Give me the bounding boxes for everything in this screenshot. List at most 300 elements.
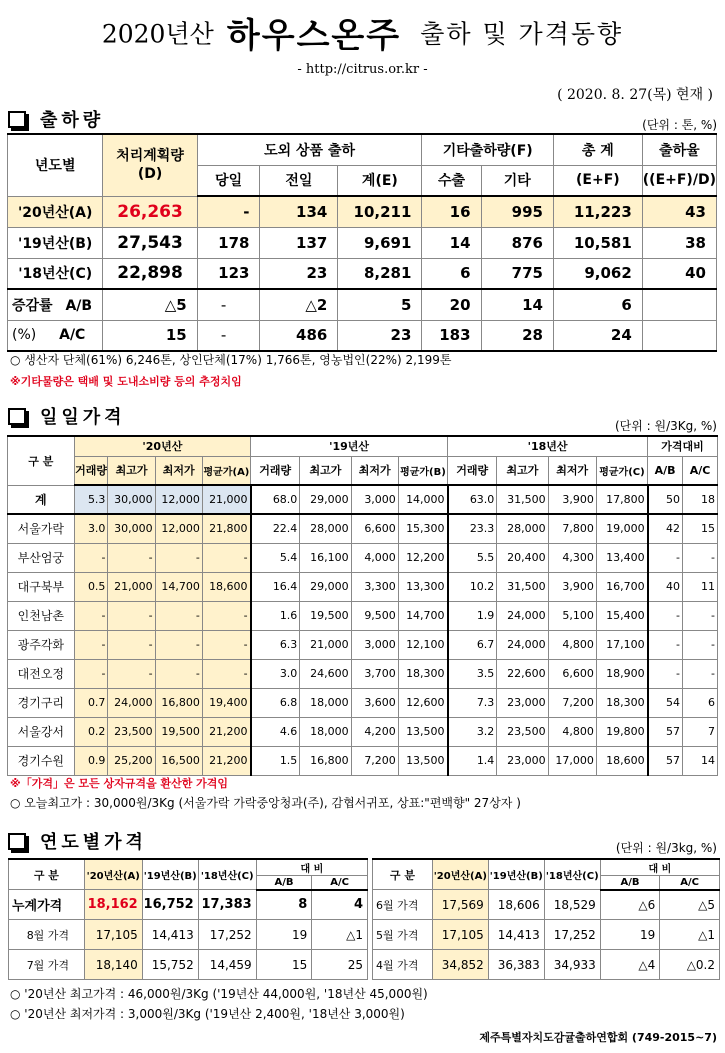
price-cell: 13,500 [398, 717, 447, 746]
header-compare: 대 비 [256, 859, 367, 876]
plan-value: 26,263 [103, 196, 197, 227]
price-cell: 18 [683, 485, 718, 514]
price-cell: 30,000 [108, 514, 155, 543]
header-gubun: 구 분 [8, 436, 75, 485]
price-cell: △5 [660, 890, 720, 920]
price-cell: 40 [648, 572, 683, 601]
price-cell: 24,000 [497, 601, 548, 630]
price-cell: 57 [648, 717, 683, 746]
header-max: 최고가 [300, 456, 351, 485]
price-cell: 3,600 [351, 688, 398, 717]
header-min: 최저가 [548, 456, 596, 485]
price-cell: 17,252 [198, 920, 256, 950]
price-cell: 57 [648, 746, 683, 775]
price-cell: 6 [683, 688, 718, 717]
price-cell: 16,752 [142, 890, 198, 920]
market-name: 대전오정 [8, 659, 75, 688]
sum-value: 10,211 [338, 196, 422, 227]
header-prev: 전일 [260, 165, 338, 196]
price-cell: 29,000 [300, 485, 351, 514]
price-cell: 7 [683, 717, 718, 746]
table-row [373, 920, 720, 950]
price-cell: 3,700 [351, 659, 398, 688]
table-row [8, 543, 718, 572]
price-cell: 4,300 [548, 543, 596, 572]
today-value: - [197, 196, 260, 227]
prev-value: △2 [260, 289, 338, 320]
price-cell: 3,000 [351, 630, 398, 659]
price-cell: 1.4 [448, 746, 497, 775]
price-cell: 4,800 [548, 630, 596, 659]
export-value: 183 [422, 320, 481, 351]
min-price-note: ○ '20년산 최저가격 : 3,000원/3Kg ('19년산 2,400원, '18년산 3,000원) [10, 1007, 405, 1021]
price-cell: 12,000 [155, 485, 202, 514]
diff-ac-label: A/C [59, 327, 86, 344]
price-cell: - [648, 659, 683, 688]
price-cell: 9,500 [351, 601, 398, 630]
total-value: 9,062 [553, 258, 642, 289]
price-cell: 14,000 [398, 485, 447, 514]
yearly-price-table-right [372, 858, 720, 980]
price-cell: 14,700 [155, 572, 202, 601]
table-row [8, 717, 718, 746]
etc-value: 876 [481, 227, 553, 258]
title-year: 2020년산 [101, 19, 214, 49]
diff-label [8, 320, 103, 351]
price-cell: 17,569 [432, 890, 488, 920]
header-2020: '20년산 [74, 436, 250, 456]
period-name: 누계가격 [9, 890, 85, 920]
daily-unit: (단위 : 원/3Kg, %) [614, 419, 717, 433]
header-other: 기타출하량(F) [422, 134, 554, 165]
price-cell: 18,529 [544, 890, 600, 920]
export-value: 14 [422, 227, 481, 258]
export-value: 16 [422, 196, 481, 227]
today-value: - [197, 320, 260, 351]
yearly-section-title: 연도별가격 [40, 832, 147, 853]
price-cell: - [683, 543, 718, 572]
price-cell: 21,000 [202, 485, 250, 514]
row-label: '19년산(B) [8, 227, 103, 258]
price-cell: 21,200 [202, 746, 250, 775]
market-name: 서울강서 [8, 717, 75, 746]
header-total: 총 계 [553, 134, 642, 165]
header-2018: '18년산(C) [544, 859, 600, 890]
today-value: - [197, 289, 260, 320]
header-gubun: 구 분 [9, 859, 85, 890]
price-cell: - [155, 601, 202, 630]
price-cell: - [202, 659, 250, 688]
price-cell: 17,105 [432, 920, 488, 950]
price-cell: △0.2 [660, 950, 720, 980]
price-cell: 18,000 [300, 717, 351, 746]
price-cell: 23,000 [497, 746, 548, 775]
yearly-price-table-left [8, 858, 368, 980]
price-cell: 7.3 [448, 688, 497, 717]
price-cell: - [155, 659, 202, 688]
price-cell: 24,600 [300, 659, 351, 688]
market-name: 계 [8, 485, 75, 514]
price-cell: 36,383 [488, 950, 544, 980]
price-cell: - [74, 659, 108, 688]
price-cell: 17,383 [198, 890, 256, 920]
header-avg: 평균가(A) [202, 456, 250, 485]
header-outside: 도외 상품 출하 [197, 134, 422, 165]
market-name: 경기수원 [8, 746, 75, 775]
price-cell: - [648, 601, 683, 630]
price-cell: △6 [600, 890, 660, 920]
table-row [8, 258, 717, 289]
price-cell: 5.5 [448, 543, 497, 572]
price-cell: 0.2 [74, 717, 108, 746]
table-row [373, 950, 720, 980]
table-row [8, 227, 717, 258]
producer-note: ○ 생산자 단체(61%) 6,246톤, 상인단체(17%) 1,766톤, 영농법인(22%) 2,199톤 [10, 353, 452, 367]
price-cell: 18,900 [596, 659, 647, 688]
today-value: 178 [197, 227, 260, 258]
table-row [8, 320, 717, 351]
period-name: 5월 가격 [373, 920, 433, 950]
price-cell: 10.2 [448, 572, 497, 601]
price-cell: 23.3 [448, 514, 497, 543]
price-cell: 15,300 [398, 514, 447, 543]
header-ab: A/B [256, 876, 312, 890]
today-max-note: ○ 오늘최고가 : 30,000원/3Kg (서울가락 가락중앙청과(주), 감협서귀포, 상표:"편백향" 27상자 ) [10, 796, 521, 810]
header-2020: '20년산(A) [84, 859, 142, 890]
price-cell: 20,400 [497, 543, 548, 572]
etc-value: 775 [481, 258, 553, 289]
price-cell: 18,600 [202, 572, 250, 601]
report-date: ( 2020. 8. 27(목) 현재 ) [557, 87, 713, 103]
price-cell: 4,000 [351, 543, 398, 572]
price-cell: 8 [256, 890, 312, 920]
total-value: 10,581 [553, 227, 642, 258]
price-cell: 21,200 [202, 717, 250, 746]
price-cell: 13,400 [596, 543, 647, 572]
report-title [0, 8, 725, 64]
price-cell: 15 [683, 514, 718, 543]
table-row [8, 196, 717, 227]
price-cell: 17,000 [548, 746, 596, 775]
price-cell: 14,413 [488, 920, 544, 950]
price-cell: 18,600 [596, 746, 647, 775]
row-label: '18년산(C) [8, 258, 103, 289]
price-cell: 14 [683, 746, 718, 775]
price-cell: - [202, 601, 250, 630]
price-cell: 19 [600, 920, 660, 950]
price-cell: 15,752 [142, 950, 198, 980]
header-vol: 거래량 [251, 456, 300, 485]
checkbox-square-icon [8, 833, 26, 850]
price-cell: 19,500 [300, 601, 351, 630]
estimate-note: ※기타물량은 택배 및 도내소비량 등의 추정치임 [10, 375, 242, 388]
shipment-section-title: 출하량 [40, 110, 105, 131]
website-url[interactable]: - http://citrus.or.kr - [297, 62, 428, 77]
table-row [8, 688, 718, 717]
price-cell: 15 [256, 950, 312, 980]
price-cell: 24,000 [108, 688, 155, 717]
sum-value: 9,691 [338, 227, 422, 258]
header-plan: 처리계획량 (D) [103, 134, 197, 196]
diff-title: 증감률 [12, 297, 53, 314]
price-cell: 16.4 [251, 572, 300, 601]
price-cell: - [155, 543, 202, 572]
price-cell: 13,500 [398, 746, 447, 775]
export-value: 20 [422, 289, 481, 320]
row-label: '20년산(A) [8, 196, 103, 227]
price-cell: △4 [600, 950, 660, 980]
table-row [8, 630, 718, 659]
price-cell: 18,000 [300, 688, 351, 717]
price-cell: 23,000 [497, 688, 548, 717]
header-2019: '19년산(B) [488, 859, 544, 890]
price-cell: 1.9 [448, 601, 497, 630]
price-cell: 68.0 [251, 485, 300, 514]
price-cell: - [74, 543, 108, 572]
price-cell: 18,162 [84, 890, 142, 920]
header-avg: 평균가(B) [398, 456, 447, 485]
price-cell: 3,000 [351, 485, 398, 514]
price-cell: 3.5 [448, 659, 497, 688]
price-cell: △1 [312, 920, 368, 950]
price-cell: 6.7 [448, 630, 497, 659]
price-cell: - [683, 630, 718, 659]
header-year: 년도별 [8, 134, 103, 196]
prev-value: 137 [260, 227, 338, 258]
price-cell: 5,100 [548, 601, 596, 630]
price-cell: - [74, 630, 108, 659]
daily-section-title: 일일가격 [40, 407, 126, 428]
header-export: 수출 [422, 165, 481, 196]
price-cell: 14,700 [398, 601, 447, 630]
price-cell: 16,800 [155, 688, 202, 717]
sum-value: 23 [338, 320, 422, 351]
price-cell: 19 [256, 920, 312, 950]
header-ac: A/C [683, 456, 718, 485]
prev-value: 134 [260, 196, 338, 227]
plan-value: 15 [103, 320, 197, 351]
price-cell: 12,000 [155, 514, 202, 543]
table-row [9, 920, 368, 950]
period-name: 6월 가격 [373, 890, 433, 920]
market-name: 서울가락 [8, 514, 75, 543]
shipment-unit: (단위 : 톤, %) [642, 118, 717, 132]
price-cell: 0.9 [74, 746, 108, 775]
price-cell: 12,100 [398, 630, 447, 659]
price-cell: 3.0 [251, 659, 300, 688]
price-cell: 5.4 [251, 543, 300, 572]
header-max: 최고가 [108, 456, 155, 485]
price-cell: 50 [648, 485, 683, 514]
header-min: 최저가 [155, 456, 202, 485]
price-cell: 19,400 [202, 688, 250, 717]
price-cell: 54 [648, 688, 683, 717]
header-rate: 출하율 [642, 134, 716, 165]
period-name: 7월 가격 [9, 950, 85, 980]
period-name: 4월 가격 [373, 950, 433, 980]
price-cell: 21,800 [202, 514, 250, 543]
rate-value [642, 320, 716, 351]
price-cell: - [648, 543, 683, 572]
daily-section-header [8, 403, 126, 429]
price-cell: 19,000 [596, 514, 647, 543]
header-compare: 가격대비 [648, 436, 718, 456]
price-cell: △1 [660, 920, 720, 950]
price-cell: 25,200 [108, 746, 155, 775]
price-cell: 23,500 [497, 717, 548, 746]
price-cell: 28,000 [497, 514, 548, 543]
market-name: 부산엄궁 [8, 543, 75, 572]
header-2020: '20년산(A) [432, 859, 488, 890]
plan-value: △5 [103, 289, 197, 320]
price-cell: 16,100 [300, 543, 351, 572]
price-cell: - [202, 543, 250, 572]
header-today: 당일 [197, 165, 260, 196]
table-row [8, 572, 718, 601]
pct-title: (%) [12, 327, 37, 344]
price-cell: 28,000 [300, 514, 351, 543]
price-cell: 14,413 [142, 920, 198, 950]
price-cell: 18,300 [596, 688, 647, 717]
price-cell: 4,200 [351, 717, 398, 746]
price-cell: 7,200 [351, 746, 398, 775]
table-row [8, 659, 718, 688]
header-2019: '19년산(B) [142, 859, 198, 890]
checkbox-square-icon [8, 111, 26, 128]
price-cell: 18,300 [398, 659, 447, 688]
price-cell: 16,700 [596, 572, 647, 601]
shipment-table [7, 133, 717, 352]
header-ac: A/C [660, 876, 720, 890]
header-compare: 대 비 [600, 859, 719, 876]
header-2018: '18년산(C) [198, 859, 256, 890]
prev-value: 486 [260, 320, 338, 351]
title-product: 하우스온주 [226, 16, 402, 56]
header-vol: 거래량 [74, 456, 108, 485]
price-cell: 16,800 [300, 746, 351, 775]
price-cell: 5.3 [74, 485, 108, 514]
price-cell: 6,600 [351, 514, 398, 543]
prev-value: 23 [260, 258, 338, 289]
price-cell: 42 [648, 514, 683, 543]
export-value: 6 [422, 258, 481, 289]
price-cell: 3,900 [548, 572, 596, 601]
title-subject: 출하 및 가격동향 [420, 19, 624, 49]
price-cell: 4 [312, 890, 368, 920]
diff-label [8, 289, 103, 320]
price-cell: 12,200 [398, 543, 447, 572]
price-cell: 1.5 [251, 746, 300, 775]
rate-value: 38 [642, 227, 716, 258]
market-name: 경기구리 [8, 688, 75, 717]
header-ab: A/B [648, 456, 683, 485]
price-cell: 17,252 [544, 920, 600, 950]
price-cell: 34,933 [544, 950, 600, 980]
yearly-section-header [8, 828, 147, 854]
price-cell: 22,600 [497, 659, 548, 688]
rate-value: 40 [642, 258, 716, 289]
rate-value: 43 [642, 196, 716, 227]
table-row [9, 950, 368, 980]
header-gubun: 구 분 [373, 859, 433, 890]
header-ac: A/C [312, 876, 368, 890]
header-ab: A/B [600, 876, 660, 890]
price-cell: 7,800 [548, 514, 596, 543]
total-value: 6 [553, 289, 642, 320]
price-cell: - [155, 630, 202, 659]
price-cell: 34,852 [432, 950, 488, 980]
price-cell: 29,000 [300, 572, 351, 601]
rate-value [642, 289, 716, 320]
price-cell: 3.0 [74, 514, 108, 543]
plan-value: 22,898 [103, 258, 197, 289]
price-cell: 22.4 [251, 514, 300, 543]
price-cell: 13,300 [398, 572, 447, 601]
table-row [9, 890, 368, 920]
market-name: 광주각화 [8, 630, 75, 659]
price-cell: 17,100 [596, 630, 647, 659]
daily-price-table [7, 435, 718, 776]
price-cell: - [683, 601, 718, 630]
header-min: 최저가 [351, 456, 398, 485]
price-cell: 21,000 [108, 572, 155, 601]
price-cell: 24,000 [497, 630, 548, 659]
price-cell: - [683, 659, 718, 688]
price-cell: 31,500 [497, 485, 548, 514]
sum-value: 5 [338, 289, 422, 320]
sum-value: 8,281 [338, 258, 422, 289]
price-note: ※「가격」은 모든 상자규격을 환산한 가격임 [10, 777, 229, 790]
header-2019: '19년산 [251, 436, 448, 456]
header-sum: 계(E) [338, 165, 422, 196]
header-efd: ((E+F)/D) [642, 165, 716, 196]
header-ef: (E+F) [553, 165, 642, 196]
total-value: 24 [553, 320, 642, 351]
price-cell: 17,800 [596, 485, 647, 514]
price-cell: 16,500 [155, 746, 202, 775]
period-name: 8월 가격 [9, 920, 85, 950]
price-cell: 63.0 [448, 485, 497, 514]
price-cell: - [202, 630, 250, 659]
price-cell: 4,800 [548, 717, 596, 746]
yearly-unit: (단위 : 원/3kg, %) [615, 841, 717, 855]
price-cell: 31,500 [497, 572, 548, 601]
table-row [373, 890, 720, 920]
price-cell: 4.6 [251, 717, 300, 746]
plan-value: 27,543 [103, 227, 197, 258]
header-max: 최고가 [497, 456, 548, 485]
price-cell: 15,400 [596, 601, 647, 630]
price-cell: - [648, 630, 683, 659]
price-cell: 19,800 [596, 717, 647, 746]
table-row [8, 746, 718, 775]
price-cell: - [108, 601, 155, 630]
price-cell: 12,600 [398, 688, 447, 717]
table-row [8, 289, 717, 320]
header-2018: '18년산 [448, 436, 648, 456]
price-cell: 17,105 [84, 920, 142, 950]
header-vol: 거래량 [448, 456, 497, 485]
price-cell: 18,606 [488, 890, 544, 920]
price-cell: 0.5 [74, 572, 108, 601]
price-cell: - [108, 543, 155, 572]
header-etc: 기타 [481, 165, 553, 196]
max-price-note: ○ '20년산 최고가격 : 46,000원/3Kg ('19년산 44,000원, '18년산 45,000원) [10, 987, 428, 1001]
etc-value: 14 [481, 289, 553, 320]
price-cell: 14,459 [198, 950, 256, 980]
price-cell: 3.2 [448, 717, 497, 746]
etc-value: 995 [481, 196, 553, 227]
